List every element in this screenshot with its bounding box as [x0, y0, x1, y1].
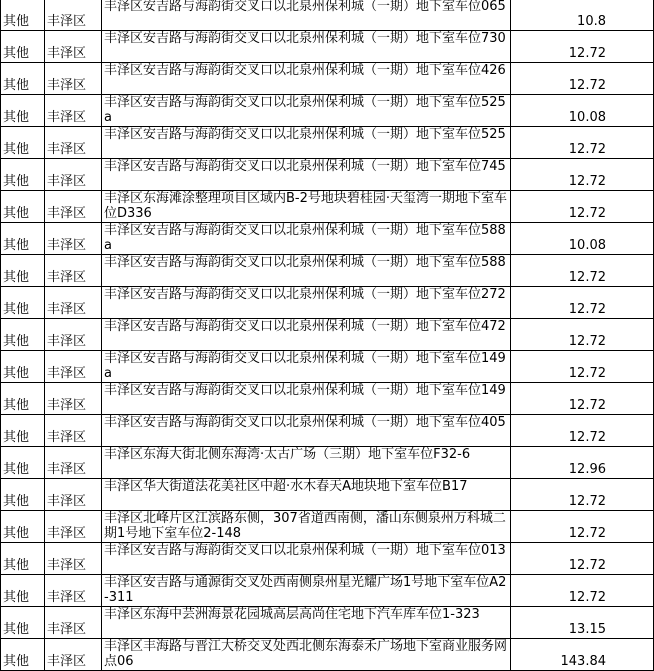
area-cell: 12.72: [511, 479, 654, 511]
location-cell: 丰泽区华大街道法花美社区中超·水木春天A地块地下室车位B17: [102, 479, 511, 511]
area-cell: 12.72: [511, 63, 654, 95]
type-cell: 其他: [1, 351, 45, 383]
district-cell: 丰泽区: [45, 191, 102, 223]
table-row: [1, 31, 654, 63]
type-cell: 其他: [1, 191, 45, 223]
location-cell: 丰泽区东海中芸洲海景花园城高层高尚住宅地下汽车库车位1-323: [102, 607, 511, 639]
location-cell: 丰泽区安吉路与海韵街交叉口以北泉州保利城（一期）地下室车位525a: [102, 95, 511, 127]
type-cell: 其他: [1, 383, 45, 415]
location-cell: 丰泽区安吉路与海韵街交叉口以北泉州保利城（一期）地下室车位149: [102, 383, 511, 415]
type-cell: 其他: [1, 639, 45, 671]
table-row: [1, 479, 654, 511]
table-row: [1, 127, 654, 159]
district-cell: 丰泽区: [45, 543, 102, 575]
table-row: [1, 287, 654, 319]
district-cell: 丰泽区: [45, 223, 102, 255]
area-cell: 12.72: [511, 31, 654, 63]
location-cell: 丰泽区安吉路与海韵街交叉口以北泉州保利城（一期）地下室车位730: [102, 31, 511, 63]
type-cell: 其他: [1, 447, 45, 479]
location-cell: 丰泽区东海大街北侧东海湾·太古广场（三期）地下室车位F32-6: [102, 447, 511, 479]
table-row: [1, 63, 654, 95]
table-row: [1, 415, 654, 447]
district-cell: 丰泽区: [45, 479, 102, 511]
area-cell: 143.84: [511, 639, 654, 671]
district-cell: 丰泽区: [45, 639, 102, 671]
location-cell: 丰泽区安吉路与海韵街交叉口以北泉州保利城（一期）地下室车位525: [102, 127, 511, 159]
location-cell: 丰泽区丰海路与晋江大桥交叉处西北侧东海泰禾广场地下室商业服务网点06: [102, 639, 511, 671]
table-row: [1, 447, 654, 479]
district-cell: 丰泽区: [45, 159, 102, 191]
district-cell: 丰泽区: [45, 415, 102, 447]
district-cell: 丰泽区: [45, 95, 102, 127]
table-row: [1, 319, 654, 351]
location-cell: 丰泽区安吉路与海韵街交叉口以北泉州保利城（一期）地下室车位013: [102, 543, 511, 575]
location-cell: 丰泽区安吉路与海韵街交叉口以北泉州保利城（一期）地下室车位426: [102, 63, 511, 95]
area-cell: 10.08: [511, 223, 654, 255]
area-cell: 12.72: [511, 255, 654, 287]
type-cell: 其他: [1, 479, 45, 511]
type-cell: 其他: [1, 575, 45, 607]
district-cell: 丰泽区: [45, 63, 102, 95]
table-row: [1, 255, 654, 287]
area-cell: 12.72: [511, 383, 654, 415]
district-cell: 丰泽区: [45, 0, 102, 31]
district-cell: 丰泽区: [45, 255, 102, 287]
location-cell: 丰泽区东海滩涂整理项目区域内B-2号地块碧桂园·天玺湾一期地下室车位D336: [102, 191, 511, 223]
type-cell: 其他: [1, 31, 45, 63]
table-row: [1, 159, 654, 191]
area-cell: 12.72: [511, 287, 654, 319]
type-cell: 其他: [1, 319, 45, 351]
table-row: [1, 0, 654, 31]
location-cell: 丰泽区安吉路与通源街交叉处西南侧泉州星光耀广场1号地下室车位A2-311: [102, 575, 511, 607]
location-cell: 丰泽区安吉路与海韵街交叉口以北泉州保利城（一期）地下室车位405: [102, 415, 511, 447]
location-cell: 丰泽区安吉路与海韵街交叉口以北泉州保利城（一期）地下室车位272: [102, 287, 511, 319]
table-row: [1, 575, 654, 607]
district-cell: 丰泽区: [45, 351, 102, 383]
type-cell: 其他: [1, 159, 45, 191]
district-cell: 丰泽区: [45, 607, 102, 639]
type-cell: 其他: [1, 287, 45, 319]
area-cell: 12.72: [511, 351, 654, 383]
table-body: [1, 0, 654, 671]
type-cell: 其他: [1, 255, 45, 287]
district-cell: 丰泽区: [45, 127, 102, 159]
table-row: [1, 191, 654, 223]
table-row: [1, 543, 654, 575]
district-cell: 丰泽区: [45, 287, 102, 319]
type-cell: 其他: [1, 127, 45, 159]
area-cell: 13.15: [511, 607, 654, 639]
location-cell: 丰泽区安吉路与海韵街交叉口以北泉州保利城（一期）地下室车位472: [102, 319, 511, 351]
district-cell: 丰泽区: [45, 31, 102, 63]
location-cell: 丰泽区安吉路与海韵街交叉口以北泉州保利城（一期）地下室车位149a: [102, 351, 511, 383]
table-row: [1, 639, 654, 671]
area-cell: 12.72: [511, 191, 654, 223]
location-cell: 丰泽区安吉路与海韵街交叉口以北泉州保利城（一期）地下室车位745: [102, 159, 511, 191]
type-cell: 其他: [1, 543, 45, 575]
district-cell: 丰泽区: [45, 319, 102, 351]
type-cell: 其他: [1, 0, 45, 31]
table-row: [1, 511, 654, 543]
district-cell: 丰泽区: [45, 447, 102, 479]
location-cell: 丰泽区安吉路与海韵街交叉口以北泉州保利城（一期）地下室车位065: [102, 0, 511, 31]
type-cell: 其他: [1, 415, 45, 447]
table-row: [1, 383, 654, 415]
district-cell: 丰泽区: [45, 383, 102, 415]
location-cell: 丰泽区安吉路与海韵街交叉口以北泉州保利城（一期）地下室车位588a: [102, 223, 511, 255]
district-cell: 丰泽区: [45, 511, 102, 543]
district-cell: 丰泽区: [45, 575, 102, 607]
location-cell: 丰泽区北峰片区江滨路东侧，307省道西南侧，潘山东侧泉州万科城二期1号地下室车位2-148: [102, 511, 511, 543]
location-cell: 丰泽区安吉路与海韵街交叉口以北泉州保利城（一期）地下室车位588: [102, 255, 511, 287]
area-cell: 12.72: [511, 127, 654, 159]
area-cell: 12.72: [511, 543, 654, 575]
type-cell: 其他: [1, 223, 45, 255]
area-cell: 12.72: [511, 415, 654, 447]
area-cell: 10.8: [511, 0, 654, 31]
table-row: [1, 351, 654, 383]
area-cell: 12.72: [511, 159, 654, 191]
area-cell: 10.08: [511, 95, 654, 127]
table-row: [1, 223, 654, 255]
type-cell: 其他: [1, 95, 45, 127]
type-cell: 其他: [1, 511, 45, 543]
table-row: [1, 95, 654, 127]
area-cell: 12.72: [511, 319, 654, 351]
area-cell: 12.96: [511, 447, 654, 479]
area-cell: 12.72: [511, 511, 654, 543]
type-cell: 其他: [1, 607, 45, 639]
table-row: [1, 607, 654, 639]
area-cell: 12.72: [511, 575, 654, 607]
type-cell: 其他: [1, 63, 45, 95]
